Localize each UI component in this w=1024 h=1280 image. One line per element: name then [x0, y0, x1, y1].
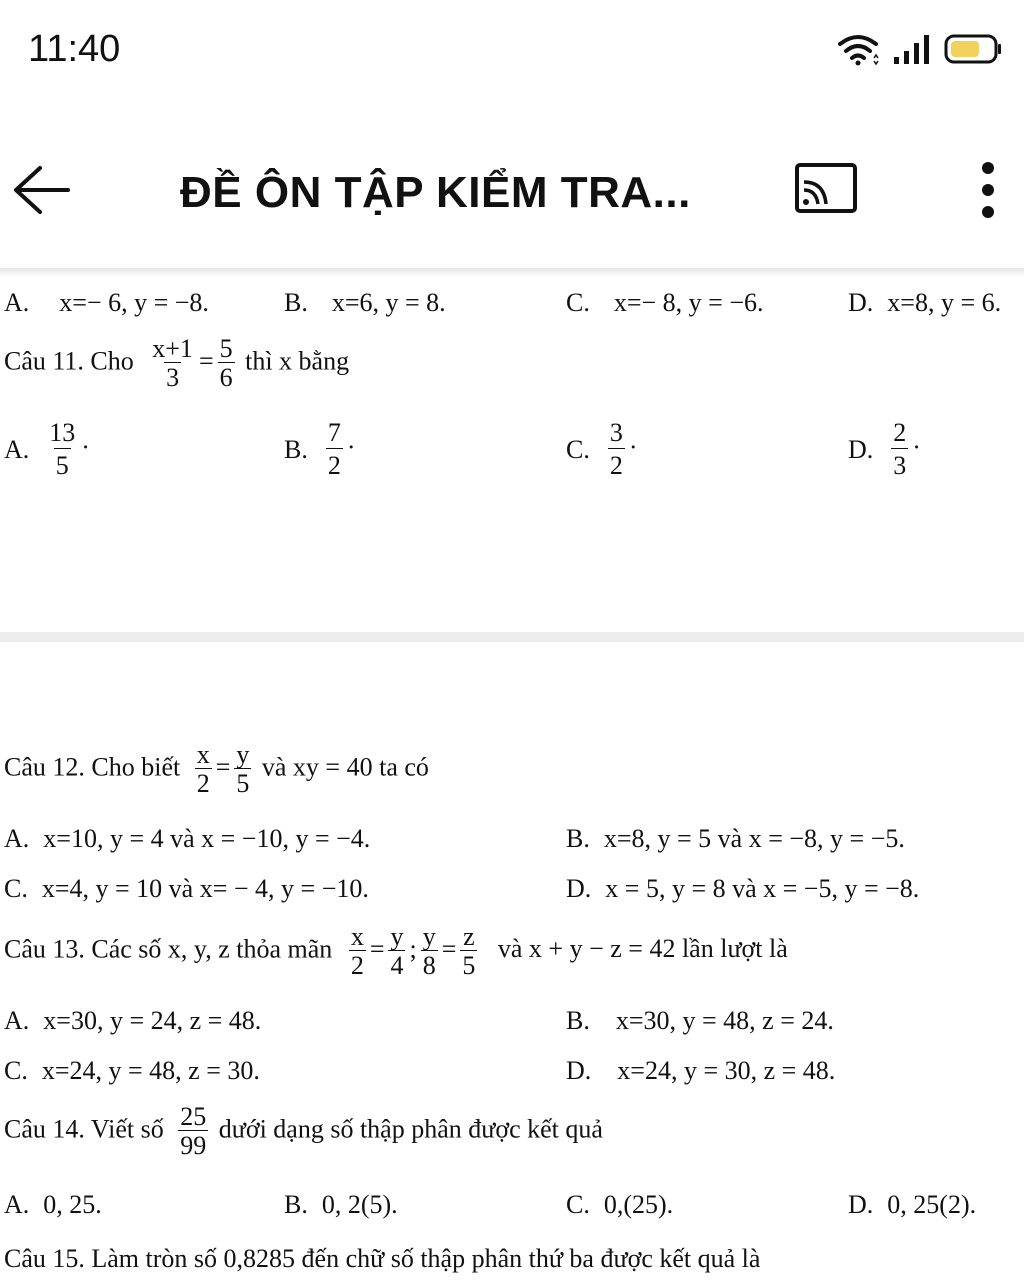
status-time: 11:40	[28, 28, 121, 70]
cast-icon[interactable]	[794, 162, 858, 214]
app-bar	[0, 130, 1024, 250]
q15-question: Câu 15. Làm tròn số 0,8285 đến chữ số thập phân thứ ba được kết quả là	[4, 1244, 761, 1273]
q14-option-d: D. 0, 25(2).	[848, 1190, 977, 1219]
q12-option-d: D. x = 5, y = 8 và x = −5, y = −8.	[566, 874, 920, 903]
q10-option-b: B. x=6, y = 8.	[284, 288, 446, 317]
status-bar	[0, 0, 1024, 100]
back-arrow-icon[interactable]	[10, 160, 74, 224]
q13-option-b: B. x=30, y = 48, z = 24.	[566, 1006, 834, 1035]
more-vertical-icon[interactable]	[978, 160, 998, 220]
q12-option-c: C. x=4, y = 10 và x= − 4, y = −10.	[4, 874, 369, 903]
q13-option-d: D. x=24, y = 30, z = 48.	[566, 1056, 836, 1085]
battery-icon	[944, 33, 1002, 65]
q13-option-a: A. x=30, y = 24, z = 48.	[4, 1006, 262, 1035]
q12-option-b: B. x=8, y = 5 và x = −8, y = −5.	[566, 824, 905, 853]
q13-option-c: C. x=24, y = 48, z = 30.	[4, 1056, 260, 1085]
q11-option-a: A. $\frac{13}{5}$ ·	[4, 418, 90, 480]
q12-option-a: A. x=10, y = 4 và x = −10, y = −4.	[4, 824, 371, 853]
q11-option-c: C. $\frac{3}{2}$ ·	[566, 418, 638, 480]
q11-question: Câu 11. Cho $\frac{x+1}{3}$ = $\frac{5}{6}$ thì x bằng	[4, 334, 350, 392]
q14-option-b: B. 0, 2(5).	[284, 1190, 398, 1219]
status-icons	[836, 32, 1002, 66]
page-title: ĐỀ ÔN TẬP KIỂM TRA...	[180, 168, 691, 217]
wifi-icon	[836, 32, 880, 66]
q12-question: Câu 12. Cho biết $\frac{x}{2}$ = $\frac{y}{5}$ và xy = 40 ta có	[4, 740, 429, 798]
app-bar-shadow	[0, 268, 1024, 276]
q13-question: Câu 13. Các số x, y, z thỏa mãn $\frac{x}{2}$ = $\frac{y}{4}$ ; $\frac{y}{8}$ = $\frac{z}{5}$ và x + y − z = 42 lần lượt là	[4, 922, 788, 980]
page-break	[0, 632, 1024, 642]
q10-option-a: A. x=− 6, y = −8.	[4, 288, 209, 317]
q11-option-b: B. $\frac{7}{2}$ ·	[284, 418, 356, 480]
q10-option-c: C. x=− 8, y = −6.	[566, 288, 764, 317]
q11-option-d: D. $\frac{2}{3}$ ·	[848, 418, 921, 480]
q14-option-c: C. 0,(25).	[566, 1190, 674, 1219]
q10-option-d: D. x=8, y = 6.	[848, 288, 1002, 317]
q14-question: Câu 14. Viết số $\frac{25}{99}$ dưới dạng số thập phân được kết quả	[4, 1102, 603, 1160]
q14-option-a: A. 0, 25.	[4, 1190, 102, 1219]
signal-icon	[892, 33, 932, 65]
